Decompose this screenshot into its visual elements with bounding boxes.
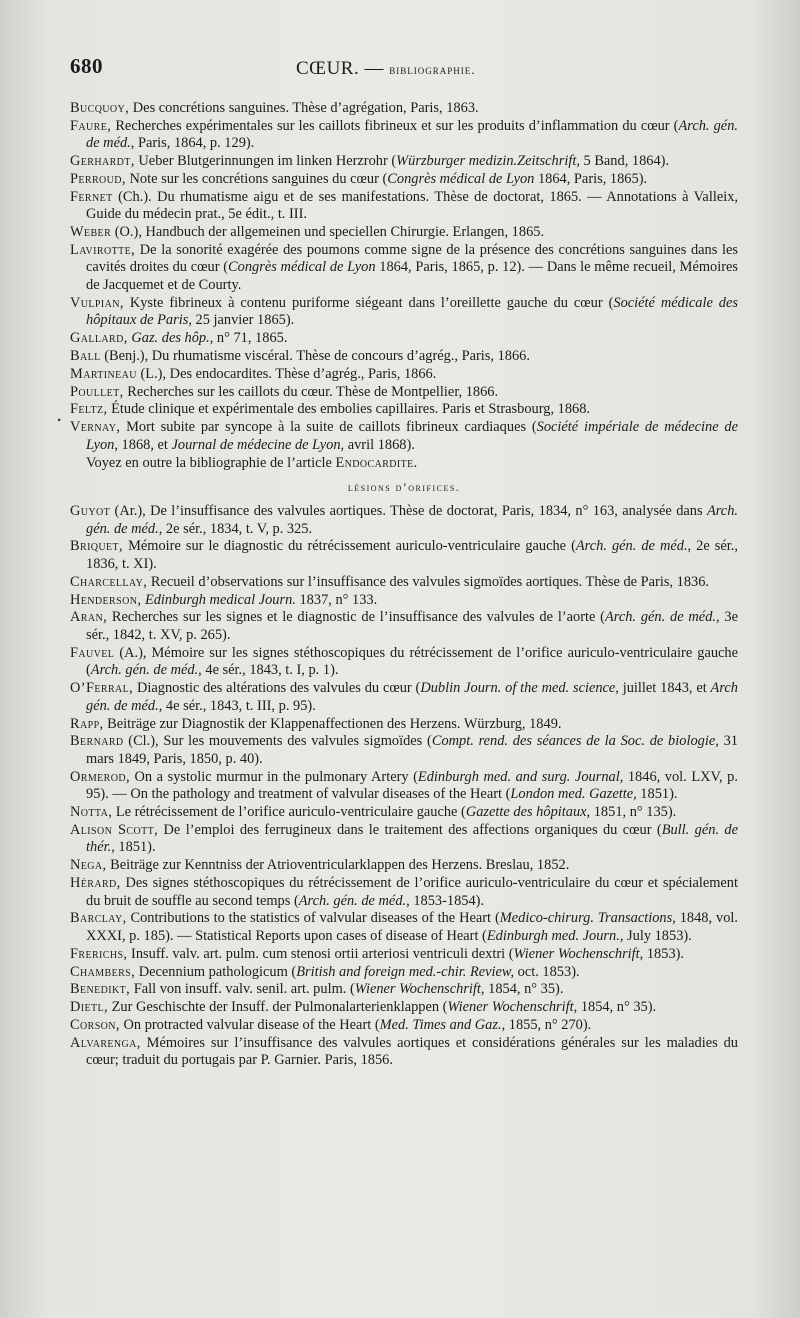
entry-text: De l’emploi des ferrugineux dans le traitement des affections organiques du cœur ( [158, 821, 662, 838]
entry-text: Des concrétions sanguines. Thèse d’agrégation, Paris, 1863. [129, 100, 479, 116]
entry-text-tail: 1854, n° 35). [577, 999, 657, 1016]
bibliography-entry [70, 384, 738, 402]
entry-text-tail: 1846, vol. LXV, p. 95). — On the pathology and treatment of valvular diseases of the Heart ( [86, 768, 738, 803]
entry-title-italic: Bull. gén. de thér. [86, 821, 739, 856]
entry-title-italic: Arch. gén. de méd. [86, 503, 738, 537]
entry-text-tail: 1854, n° 35). [484, 981, 564, 998]
bibliography-entry [70, 910, 738, 945]
entry-text-tail: , 1868, et [114, 436, 172, 453]
entry-text: Mémoire sur le diagnostic du rétrécissement auriculo-ventriculaire gauche ( [123, 538, 576, 555]
bibliography-entry [70, 680, 738, 715]
bibliography-entry [70, 419, 738, 454]
entry-author: Weber [70, 224, 112, 241]
entry-title-italic: Compt. rend. des séances de la Soc. de biologie, [431, 733, 719, 750]
entry-author: Charcellay, [70, 573, 148, 590]
entry-author: Gallard, [70, 330, 128, 347]
entry-text-tail: oct. 1853). [514, 963, 580, 980]
entry-text: Beiträge zur Diagnostik der Klappenaffectionen des Herzens. Würzburg, 1849. [103, 715, 562, 732]
see-also-note [70, 455, 738, 473]
entry-text: (A.), Mémoire sur les signes stéthoscopiques du rétrécissement de l’orifice auriculo-ventriculaire gauche ( [86, 644, 738, 679]
bibliography-entry [70, 716, 738, 734]
entry-text: On protracted valvular disease of the Heart ( [119, 1016, 380, 1033]
entry-author: Benedikt, [70, 981, 131, 998]
bibliography-entry [70, 769, 738, 804]
entry-author: Henderson, [70, 591, 142, 608]
bibliography-entry [70, 574, 738, 592]
entry-text-tail: 1851, n° 135). [590, 804, 677, 821]
entry-title-italic: Gazette des hôpitaux, [465, 804, 591, 821]
bibliography-entry [70, 981, 738, 999]
entry-author: Faure, [70, 117, 112, 134]
entry-text: (O.), Handbuch der allgemeinen und speciellen Chirurgie. Erlangen, 1865. [111, 224, 545, 241]
entry-title-italic: Arch. gén. de méd. [90, 662, 199, 679]
entry-title-italic: Edinburgh med. Journ. [486, 927, 620, 944]
entry-title-italic: Arch. gén. de méd. [86, 117, 738, 152]
entry-author: Feltz, [70, 401, 108, 418]
entry-author: Lavirotte, [70, 241, 136, 258]
entry-author: Alvarenga, [70, 1034, 141, 1051]
entry-text-tail: 1837, n° 133. [295, 591, 378, 608]
bibliography-entry [70, 804, 738, 822]
entry-text: Recherches sur les caillots du cœur. Thèse de Montpellier, 1866. [123, 383, 499, 400]
entry-text: Le rétrécissement de l’orifice auriculo-ventriculaire gauche ( [112, 804, 466, 821]
entry-text: Mémoires sur l’insuffisance des valvules aortiques et considérations générales sur les maladies du cœur; traduit du portugais par P. Garnier. Paris, 1856. [86, 1034, 738, 1069]
running-title [296, 58, 475, 80]
bibliography-entry [70, 366, 738, 384]
bibliography-entry [70, 503, 738, 538]
note-ref: Endocardite [335, 454, 414, 471]
entry-text: (Benj.), Du rhumatisme viscéral. Thèse de concours d’agrég., Paris, 1866. [100, 348, 530, 364]
entry-text-tail: , 1851). [111, 839, 156, 856]
entry-text: Contributions to the statistics of valvular diseases of the Heart ( [126, 910, 500, 927]
entry-text: Des signes stéthoscopiques du rétrécissement de l’orifice auriculo-ventriculaire du cœur et spécialement du bruit de souffle au second temps ( [86, 875, 738, 909]
entry-text-tail: , 4e sér., 1843, t. III, p. 95). [158, 697, 316, 714]
bibliography-entry [70, 999, 738, 1017]
entry-title-italic: Société impériale de médecine de Lyon [86, 419, 738, 453]
entry-text: Mort subite par syncope à la suite de caillots fibrineux cardiaques ( [120, 419, 537, 436]
bibliography-entry [70, 295, 738, 330]
entry-text-tail: juillet 1843, et [618, 680, 711, 697]
entry-title-italic: Arch. gén. de méd. [575, 538, 688, 555]
entry-text-tail: , n° 71, 1865. [209, 330, 288, 347]
entry-author: Vulpian, [70, 294, 124, 311]
entry-author: O’Ferral, [70, 680, 134, 697]
entry-author: Poullet, [70, 383, 124, 400]
entry-title-italic: London med. Gazette, [510, 786, 637, 803]
entry-text-tail: , 4e sér., 1843, t. I, p. 1). [198, 662, 339, 679]
entry-title-italic: Edinburgh med. and surg. Journal, [417, 768, 624, 785]
entry-author: Frerichs, [70, 945, 128, 962]
entry-author: Bernard [70, 733, 124, 750]
entry-title-italic: Congrès médical de Lyon [387, 170, 535, 187]
entry-title-italic: Arch gén. de méd. [86, 680, 738, 714]
entry-author: Ball [70, 348, 101, 364]
entry-author: Rapp, [70, 715, 104, 732]
entry-text: (Ch.). Du rhumatisme aigu et de ses manifestations. Thèse de doctorat, 1865. — Annotations à Valleix, Guide du médecin prat., 5e édit., t. III. [86, 188, 738, 223]
entry-title-italic: Dublin Journ. of the med. science, [420, 680, 619, 697]
entry-author: Gerhardt, [70, 153, 135, 170]
entry-title-italic: Med. Times and Gaz. [379, 1016, 502, 1033]
bibliography-entry [70, 401, 738, 419]
entry-title-italic: Congrès médical de Lyon [228, 259, 376, 276]
bibliography-entry [70, 189, 738, 224]
entry-title-italic: Würzburger medizin.Zeitschrift, [396, 153, 580, 170]
entry-text-tail: , July 1853). [619, 927, 692, 944]
entry-title-italic: Edinburgh medical Journ. [144, 591, 296, 608]
entry-text-tail: 1864, Paris, 1865). [534, 170, 648, 187]
entry-author: Ormerod, [70, 768, 130, 785]
entry-text: (Ar.), De l’insuffisance des valvules aortiques. Thèse de doctorat, Paris, 1834, n° 163, analysée dans [110, 503, 707, 520]
entry-text: Note sur les concrétions sanguines du cœur ( [125, 170, 388, 187]
entry-author: Hérard, [70, 875, 121, 891]
entry-author: Bucquoy, [70, 100, 130, 116]
bibliography-list-bottom [70, 503, 738, 1070]
entry-title-italic: Arch. gén. de méd. [298, 892, 407, 909]
bibliography-entry [70, 153, 738, 171]
entry-text: Fall von insuff. valv. senil. art. pulm. ( [130, 981, 355, 998]
entry-author: Notta, [70, 804, 113, 821]
entry-text-tail: 1864, Paris, 1865, p. 12). — Dans le même recueil, Mémoires de Jacquemet et de Courty. [86, 259, 738, 294]
entry-author: Corson, [70, 1016, 120, 1033]
note-text: Voyez en outre la bibliographie de l’article [86, 454, 336, 471]
entry-author: Briquet, [70, 538, 124, 555]
entry-author: Chambers, [70, 963, 136, 980]
entry-author: Martineau [70, 365, 137, 382]
bibliography-entry [70, 822, 738, 857]
entry-text-tail: , 1853-1854). [406, 892, 485, 909]
bibliography-entry [70, 1035, 738, 1070]
bibliography-entry [70, 592, 738, 610]
entry-title-italic: British and foreign med.-chir. Review, [296, 963, 515, 980]
entry-text-tail: , 3e sér., 1842, t. XV, p. 265). [86, 609, 738, 643]
bibliography-entry [70, 946, 738, 964]
entry-text: Insuff. valv. art. pulm. cum stenosi ortii arteriosi ventriculi dextri ( [127, 945, 514, 962]
entry-text-tail: 5 Band, 1864). [579, 153, 670, 170]
bibliography-entry [70, 645, 738, 680]
entry-text-tail: , 1855, n° 270). [501, 1016, 592, 1033]
entry-text-tail: avril 1868). [344, 436, 415, 453]
page-header [70, 54, 738, 90]
entry-author: Aran, [70, 609, 108, 626]
entry-text-tail: , 2e sér., 1834, t. V, p. 325. [158, 520, 313, 537]
section-heading: lésions d’orifices. [347, 482, 461, 495]
entry-text-tail: , Paris, 1864, p. 129). [130, 135, 255, 152]
entry-author: Alison Scott, [70, 821, 159, 838]
entry-author: Nega, [70, 857, 107, 874]
note-tail: . [413, 454, 418, 471]
entry-text: Recherches sur les signes et le diagnostic de l’insuffisance des valvules de l’aorte ( [107, 609, 605, 626]
bibliography-entry [70, 609, 738, 644]
entry-text: De la sonorité exagérée des poumons comme signe de la présence des concrétions sanguines dans les cavités droites du cœur ( [86, 241, 738, 276]
bibliography-entry [70, 224, 738, 242]
bibliography-entry [70, 875, 738, 910]
entry-text-tail: 1851). [636, 786, 678, 803]
entry-text: Recueil d’observations sur l’insuffisance des valvules sigmoïdes aortiques. Thèse de Paris, 1836. [147, 573, 710, 590]
bibliography-entry [70, 538, 738, 573]
running-title-separator: — [364, 58, 384, 79]
bibliography-entry [70, 242, 738, 295]
entry-author: Perroud, [70, 170, 126, 187]
bibliography-entry [70, 857, 738, 875]
entry-text-tail: , 2e sér., 1836, t. XI). [86, 538, 738, 573]
entry-title-italic: Société médicale des hôpitaux de Paris, [86, 294, 738, 329]
entry-author: Fauvel [70, 644, 115, 661]
bibliography-entry [70, 733, 738, 768]
bibliography-entry [70, 118, 738, 153]
entry-author: Dietl, [70, 999, 109, 1016]
entry-title-italic: Wiener Wochenschrift, [354, 981, 485, 998]
entry-text: Zur Geschischte der Insuff. der Pulmonalarterienklappen ( [108, 999, 448, 1016]
entry-text-tail: 25 janvier 1865). [191, 312, 295, 329]
entry-text: Kyste fibrineux à contenu puriforme siégeant dans l’oreillette gauche du cœur ( [123, 294, 614, 311]
entry-text: Étude clinique et expérimentale des embolies capillaires. Paris et Strasbourg, 1868. [107, 401, 591, 418]
running-title-main: CŒUR. [296, 58, 360, 79]
bibliography-entry [70, 100, 738, 118]
entry-title-italic: Gaz. des hôp. [131, 330, 210, 347]
margin-dot-mark: • [57, 413, 62, 427]
running-title-subtitle: bibliographie. [389, 62, 476, 77]
entry-text: Ueber Blutgerinnungen im linken Herzrohr ( [134, 153, 397, 170]
entry-text: (L.), Des endocardites. Thèse d’agrég., Paris, 1866. [136, 365, 437, 382]
entry-text: Recherches expérimentales sur les caillots fibrineux et sur les produits d’inflammation du cœur ( [111, 117, 679, 134]
entry-author: Fernet [70, 188, 113, 205]
entry-author: Guyot [70, 503, 111, 520]
entry-text-tail: 31 mars 1849, Paris, 1850, p. 40). [86, 733, 738, 767]
entry-text: Beiträge zur Kenntniss der Atrioventricularklappen des Herzens. Breslau, 1852. [106, 857, 570, 874]
bibliography-list-top [70, 100, 738, 454]
entry-author: Barclay, [70, 910, 127, 927]
entry-text-tail: 1853). [643, 945, 685, 962]
page-number: 680 [70, 54, 103, 78]
entry-title-italic: Wiener Wochenschrift, [447, 999, 578, 1016]
entry-title-italic: Medico-chirurg. Transactions, [499, 910, 676, 927]
bibliography-entry [70, 1017, 738, 1035]
entry-text: Diagnostic des altérations des valvules du cœur ( [133, 680, 421, 697]
entry-title-italic: Wiener Wochenschrift, [513, 945, 644, 962]
entry-text-tail: 1848, vol. XXXI, p. 185). — Statistical Reports upon cases of disease of Heart ( [86, 910, 739, 944]
entry-text: (Cl.), Sur les mouvements des valvules sigmoïdes ( [123, 733, 432, 750]
entry-text: On a systolic murmur in the pulmonary Artery ( [129, 768, 418, 785]
entry-text: Decennium pathologicum ( [135, 963, 297, 980]
entry-title-italic: Arch. gén. de méd. [604, 609, 716, 626]
entry-title-italic: Journal de médecine de Lyon, [171, 436, 345, 453]
bibliography-entry [70, 964, 738, 982]
bibliography-entry [70, 171, 738, 189]
bibliography-entry [70, 330, 738, 348]
entry-author: Vernay, [70, 419, 121, 436]
bibliography-entry [70, 348, 738, 366]
